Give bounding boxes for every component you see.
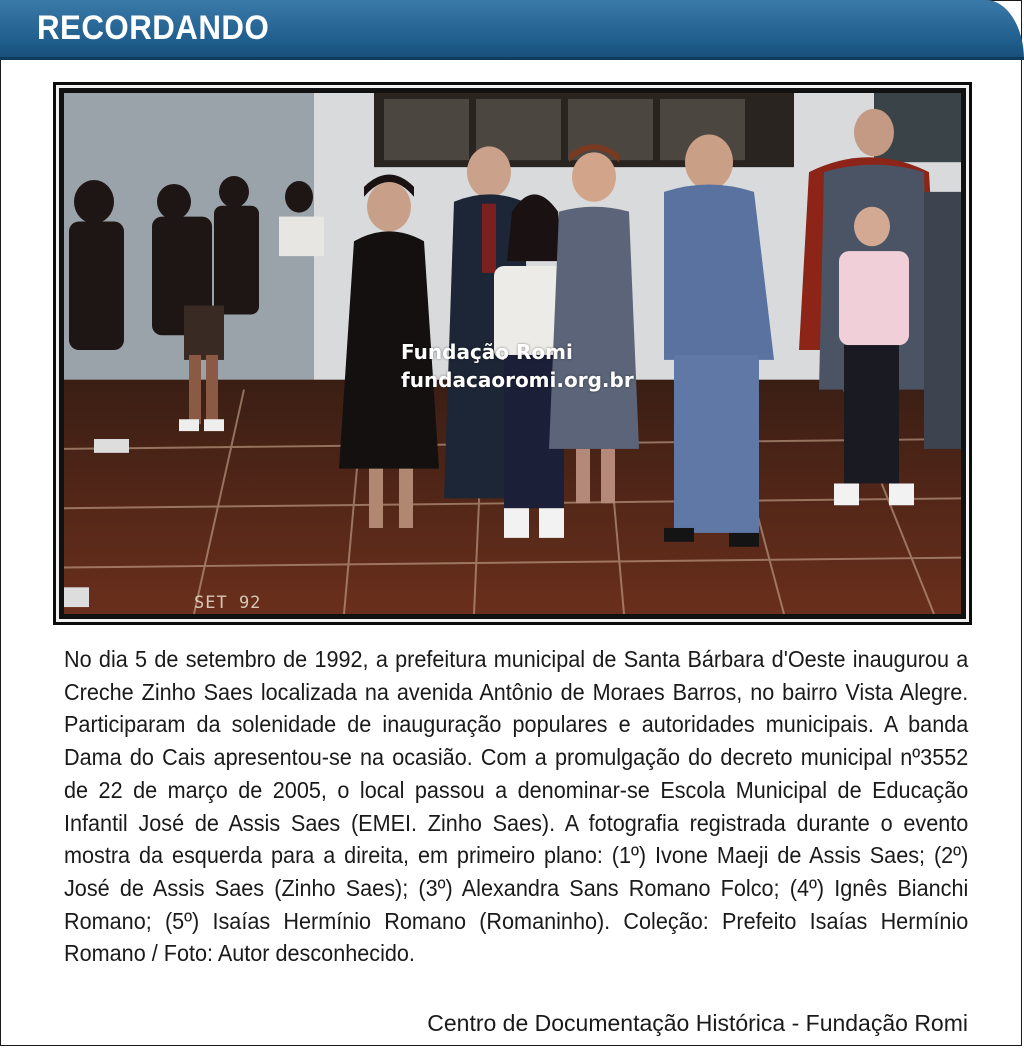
watermark-name: Fundação Romi [401, 340, 573, 364]
photo-frame [53, 82, 972, 625]
credit-line: Centro de Documentação Histórica - Fundação Romi [427, 1010, 968, 1036]
historical-photo [64, 93, 961, 614]
watermark-url: fundacaoromi.org.br [401, 368, 634, 392]
photo-watermark [401, 338, 634, 394]
caption-text: No dia 5 de setembro de 1992, a prefeitura municipal de Santa Bárbara d'Oeste inaugurou a Creche Zinho Saes localizada na avenida Antônio de Moraes Barros, no bairro Vista Alegre. Participaram da solenidade de inauguração populares e autoridades municipais. A banda Dama do Cais apresentou-se na ocasião. Com a promulgação do decreto municipal nº3552 de 22 de março de 2005, o local passou a denominar-se Escola Municipal de Educação Infantil José de Assis Saes (EMEI. Zinho Saes). A fotografia registrada durante o evento mostra da esquerda para a direita, em primeiro plano: (1º) Ivone Maeji de Assis Saes; (2º) José de Assis Saes (Zinho Saes); (3º) Alexandra Sans Romano Folco; (4º) Ignês Bianchi Romano; (5º) Isaías Hermínio Romano (Romaninho). Coleção: Prefeito Isaías Hermínio Romano / Foto: Autor desconhecido. [64, 646, 969, 967]
photo-date-stamp: SET 92 [194, 593, 262, 613]
section-title: RECORDANDO [37, 9, 270, 47]
header-bar [0, 0, 1024, 60]
